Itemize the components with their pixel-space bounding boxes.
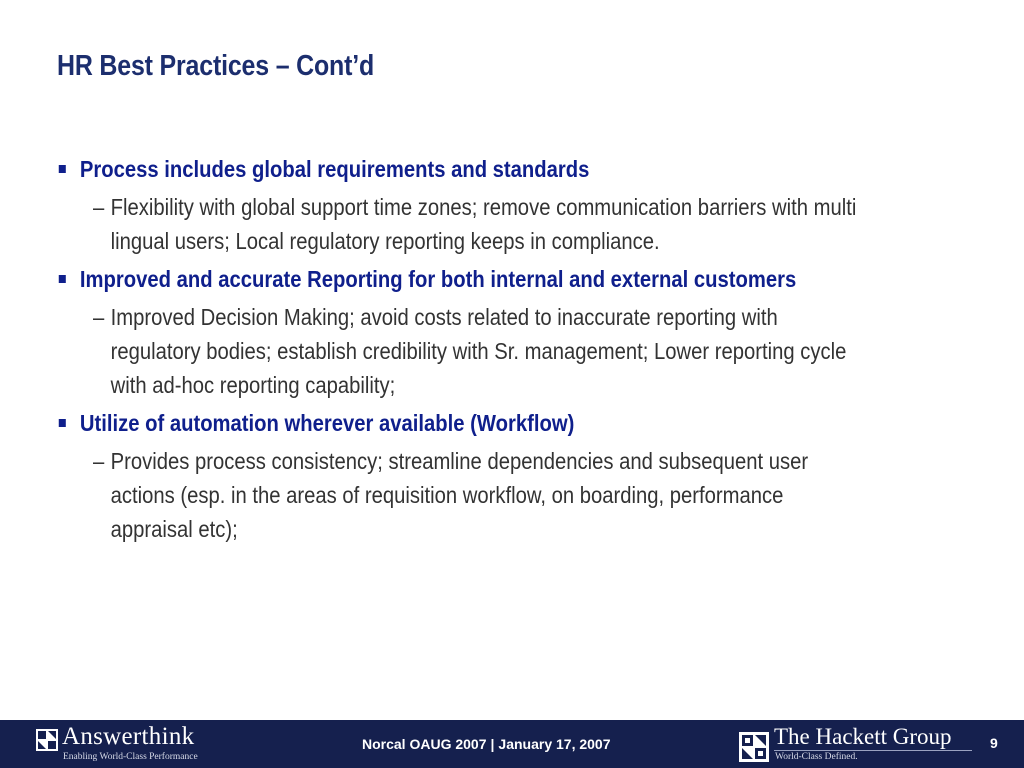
page-number: 9 (990, 735, 998, 751)
footer-event-info (362, 736, 611, 752)
event-date: January 17, 2007 (498, 736, 611, 752)
bullet-detail (93, 190, 977, 258)
bullet-item (57, 406, 884, 440)
square-bullet-icon (59, 165, 66, 173)
detail-line: with ad-hoc reporting capability; (110, 372, 396, 398)
detail-line (93, 300, 977, 334)
dash-marker: – (93, 304, 105, 330)
hackett-mark-icon (739, 732, 769, 762)
detail-line (93, 444, 977, 478)
hackett-group-logo (739, 724, 979, 764)
answerthink-name: Answerthink (62, 723, 195, 750)
answerthink-mark-icon (36, 729, 58, 751)
bullet-detail (93, 444, 977, 546)
bullet-item (57, 262, 884, 296)
detail-text: Improved Decision Making; avoid costs related to inaccurate reporting with (110, 304, 778, 330)
square-bullet-icon (59, 419, 66, 427)
footer-separator: | (490, 736, 495, 752)
dash-marker: – (93, 448, 105, 474)
bullet-heading: Process includes global requirements and standards (79, 156, 590, 182)
hackett-group-tagline: World-Class Defined. (775, 752, 858, 762)
answerthink-tagline: Enabling World-Class Performance (63, 752, 198, 762)
answerthink-logo (36, 723, 226, 764)
bullet-heading: Utilize of automation wherever available (Workflow) (79, 410, 575, 436)
square-bullet-icon (59, 275, 66, 283)
bullet-heading: Improved and accurate Reporting for both internal and external customers (79, 266, 797, 292)
detail-line: lingual users; Local regulatory reporting keeps in compliance. (110, 228, 660, 254)
event-name: Norcal OAUG 2007 (362, 736, 487, 752)
dash-marker: – (93, 194, 105, 220)
slide-content (57, 152, 997, 550)
slide-footer (0, 720, 1024, 768)
detail-line: actions (esp. in the areas of requisition workflow, on boarding, performance (110, 482, 784, 508)
hackett-group-name: The Hackett Group (774, 724, 952, 749)
detail-line: appraisal etc); (110, 516, 238, 542)
detail-text: Provides process consistency; streamline dependencies and subsequent user (110, 448, 809, 474)
slide-title: HR Best Practices – Cont’d (57, 50, 375, 82)
detail-line: regulatory bodies; establish credibility with Sr. management; Lower reporting cycle (110, 338, 847, 364)
bullet-detail (93, 300, 977, 402)
detail-text: Flexibility with global support time zones; remove communication barriers with multi (110, 194, 857, 220)
detail-line (93, 190, 977, 224)
logo-divider (774, 750, 972, 751)
bullet-item (57, 152, 884, 186)
